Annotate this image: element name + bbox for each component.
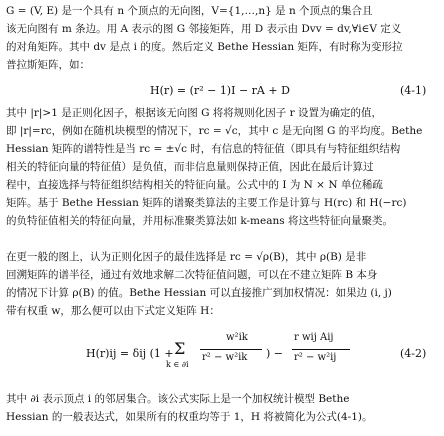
text-line: 带有权重 w，那么便可以由下式定义矩阵 H： [6,305,220,317]
text-line: 矩阵。基于 Bethe Hessian 矩阵的谱聚类算法的主要工作是计算与 H(rc) 和 H(−rc) [6,197,407,209]
text-line: 的情况下计算 ρ(B) 的值。Bethe Hessian 可以直接推广到加权情况：如果边 (i, j) [6,287,392,299]
text-line: 在更一般的图上，认为正则化因子的最佳选择是 rc = √ρ(B)，其中 ρ(B) 是非 [6,251,367,263]
text-line: 的对角矩阵。其中 dv 是点 i 的度。然后定义 Bethe Hessian 矩阵，有时称为变形拉 [6,41,403,53]
sum-symbol: Σ [174,339,186,358]
text-line: G = (V, E) 是一个具有 n 个顶点的无向图，V={1,…,n} 是 n 个顶点的集合且 [6,5,373,17]
sum-index: k ∈ ∂i [166,360,189,369]
equation-4-1: H(r) = (r² − 1)I − rA + D [150,84,290,97]
text-line: 其中 |r|>1 是正则化因子，根据该无向图 G 将将规则化因子 r 设置为确定的值， [6,107,383,119]
text-line: Hessian 的一般表达式，如果所有的权重均等于 1，H 将被简化为公式(4-1)。 [6,411,373,423]
text-line: 其中 ∂i 表示顶点 i 的邻居集合。该公式实际上是一个加权统计模型 Bethe [6,393,350,405]
fraction-1-bar [200,349,262,350]
text-line: 普拉斯矩阵，如： [6,59,90,71]
fraction-2-denominator: r² − w²ij [294,352,337,363]
text-line: 程中，直接选择与特征组织结构相关的特征向量。公式中的 I 为 N × N 单位稀疏 [6,179,383,191]
fraction-1-numerator: w²ik [226,332,248,343]
fraction-1-denominator: r² − w²ik [202,352,248,363]
text-line: 相关的特征向量的特征值）是负值，而非信息量则保持正值，因此在最后计算过 [6,161,374,173]
text-line: Hessian 矩阵的谱特性是当 rc = ±√c 时，有信息的特征值（即具有与特征组织结构 [6,143,401,155]
fraction-2-numerator: r wij Aij [294,332,334,343]
fraction-2-bar [292,349,350,350]
equation-lhs: H(r)ij = δij (1 + [86,347,174,360]
equation-number-4-2: (4-2) [400,347,427,360]
text-line: 的负特征值相关的特征向量，并用标准聚类算法如 k-means 将这些特征向量聚类。 [6,215,393,227]
equation-number-4-1: (4-1) [400,84,427,97]
equation-middle: ) − [266,347,284,360]
text-line: 即 |r|=rc，例如在随机块模型的情况下，rc = √c，其中 c 是无向图 G 的平均度。Bethe [6,125,423,137]
text-line: 该无向图有 m 条边。用 A 表示的图 G 邻接矩阵，用 D 表示由 Dvv = dv,∀i∈V 定义 [6,23,402,35]
text-line: 回溯矩阵的谱半径，通过有效地求解二次特征值问题，可以在不建立矩阵 B 本身 [6,269,378,281]
